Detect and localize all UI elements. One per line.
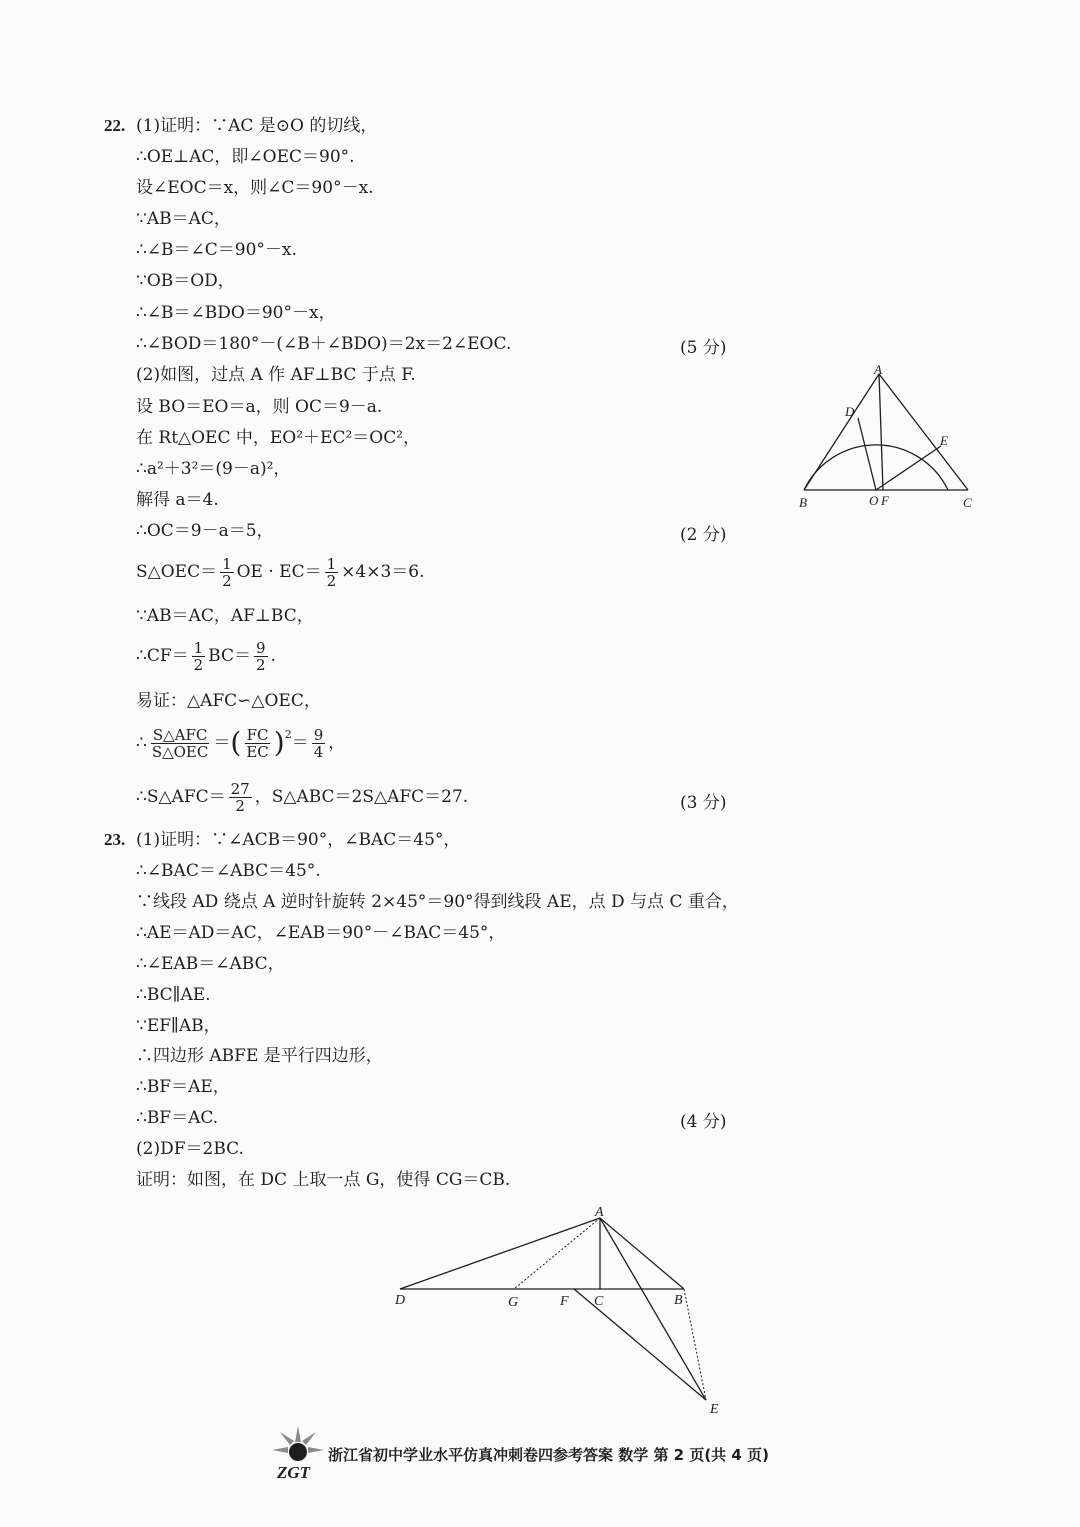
- result-line: ∴S△AFC＝ $\frac{27}{2}$ ，S△ABC＝2S△AFC＝27.: [136, 779, 469, 815]
- cf-line: ∴CF＝ $\frac{1}{2}$ BC＝ $\frac{9}{2}$ .: [136, 638, 276, 674]
- proof-line: 在 Rt△OEC 中，EO²＋EC²＝OC²，: [136, 428, 421, 448]
- label-e: E: [940, 433, 948, 448]
- proof-line: ∴∠B＝∠BDO＝90°－x，: [136, 303, 336, 323]
- fraction-nine-halves: $\frac{9}{2}$: [256, 638, 266, 674]
- proof-line: ∴OE⊥AC，即∠OEC＝90°.: [136, 147, 355, 167]
- proof-line: ∵AB＝AC，: [136, 209, 231, 229]
- label-e: E: [710, 1402, 719, 1417]
- semicircle: [804, 445, 948, 490]
- proof-line: (2)DF＝2BC.: [136, 1139, 244, 1159]
- proof-line: 设∠EOC＝x，则∠C＝90°－x.: [136, 178, 374, 198]
- proof-line: ∵AB＝AC，AF⊥BC，: [136, 606, 314, 626]
- fraction-27-halves: $\frac{27}{2}$: [230, 779, 250, 815]
- label-o: O: [869, 493, 879, 508]
- proof-line: ∴BC∥AE.: [136, 985, 211, 1005]
- dashed-segment-ag: [514, 1218, 600, 1289]
- label-g: G: [508, 1295, 519, 1310]
- proof-line: 证明：如图，在 DC 上取一点 G，使得 CG＝CB.: [136, 1170, 511, 1190]
- proof-line: ∴∠BAC＝∠ABC＝45°.: [136, 861, 321, 881]
- figure-23: [388, 1200, 728, 1420]
- proof-line: 易证：△AFC∽△OEC，: [136, 691, 321, 711]
- fraction-half: $\frac{1}{2}$: [326, 554, 337, 590]
- proof-line: ∴BF＝AE，: [136, 1077, 230, 1097]
- fraction-half: $\frac{1}{2}$: [222, 554, 232, 590]
- proof-line: ∴AE＝AD＝AC，∠EAB＝90°－∠BAC＝45°，: [136, 923, 506, 943]
- label-d: D: [845, 404, 855, 419]
- area-oec-line: S△OEC＝ $\frac{1}{2}$ OE · EC＝ $\frac{1}{2}$ ×4×3＝6.: [136, 554, 425, 590]
- fraction-area-ratio: $\frac{\text{S△AFC}}{\text{S△OEC}}$: [151, 725, 209, 761]
- proof-line: ∴∠EAB＝∠ABC，: [136, 954, 285, 974]
- segment-ae: [600, 1218, 706, 1400]
- question-number: 22.: [104, 116, 126, 135]
- segment-ab: [600, 1218, 684, 1289]
- ratio-line: ∴ $\frac{\text{S△AFC}}{\text{S△OEC}}$ ＝ ( $\frac{FC}{EC}$ ) 2 ＝ $\frac{9}{4}$ ，: [136, 725, 346, 761]
- label-c: C: [963, 495, 972, 510]
- proof-line: ∴a²＋3²＝(9－a)²，: [136, 459, 291, 479]
- proof-line: ∴∠BOD＝180°－(∠B＋∠BDO)＝2x＝2∠EOC.: [136, 334, 512, 354]
- label-b: B: [799, 495, 807, 510]
- fraction-half: $\frac{1}{2}$: [193, 638, 204, 674]
- proof-line: (1)证明：∵∠ACB＝90°，∠BAC＝45°，: [136, 830, 461, 850]
- proof-line: ∴∠B＝∠C＝90°－x.: [136, 240, 297, 260]
- score-mark: (2 分): [680, 525, 727, 545]
- label-f: F: [881, 493, 889, 508]
- segment-da: [400, 1218, 600, 1289]
- segment-af: [879, 374, 883, 490]
- segment-od: [858, 418, 876, 490]
- label-f: F: [560, 1294, 569, 1309]
- label-b: B: [674, 1293, 683, 1308]
- label-a: A: [874, 362, 882, 377]
- label-c: C: [594, 1294, 604, 1309]
- fraction-fc-ec: $\frac{FC}{EC}$: [246, 725, 269, 761]
- proof-line: ∵OB＝OD，: [136, 271, 235, 291]
- proof-line: ∵EF∥AB，: [136, 1016, 221, 1036]
- dashed-segment-be: [684, 1289, 706, 1400]
- proof-line: ∴四边形 ABFE 是平行四边形，: [136, 1046, 383, 1066]
- proof-line: (1)证明：∵AC 是⊙O 的切线，: [136, 116, 378, 136]
- proof-line: ∴OC＝9－a＝5，: [136, 521, 274, 541]
- label-a: A: [595, 1205, 604, 1220]
- label-d: D: [395, 1293, 406, 1308]
- fraction-nine-quarters: $\frac{9}{4}$: [313, 725, 324, 761]
- footer-text: 浙江省初中学业水平仿真冲刺卷四参考答案 数学 第 2 页(共 4 页): [328, 1446, 769, 1464]
- score-mark: (3 分): [680, 793, 727, 813]
- proof-line: ∴BF＝AC.: [136, 1108, 219, 1128]
- proof-line: 解得 a＝4.: [136, 490, 219, 510]
- svg-text:ZGT: ZGT: [277, 1463, 311, 1482]
- score-mark: (5 分): [680, 338, 727, 358]
- proof-line: 设 BO＝EO＝a，则 OC＝9－a.: [136, 397, 383, 417]
- segment-ab: [804, 374, 879, 490]
- figure-22: [790, 362, 990, 518]
- proof-line: (2)如图，过点 A 作 AF⊥BC 于点 F.: [136, 365, 416, 385]
- question-number: 23.: [104, 830, 126, 849]
- segment-ac: [879, 374, 968, 490]
- proof-line: ∵线段 AD 绕点 A 逆时针旋转 2×45°＝90°得到线段 AE，点 D 与点 C 重合，: [136, 892, 739, 912]
- segment-oe: [876, 446, 941, 490]
- score-mark: (4 分): [680, 1112, 727, 1132]
- publisher-logo-icon: [268, 1422, 328, 1484]
